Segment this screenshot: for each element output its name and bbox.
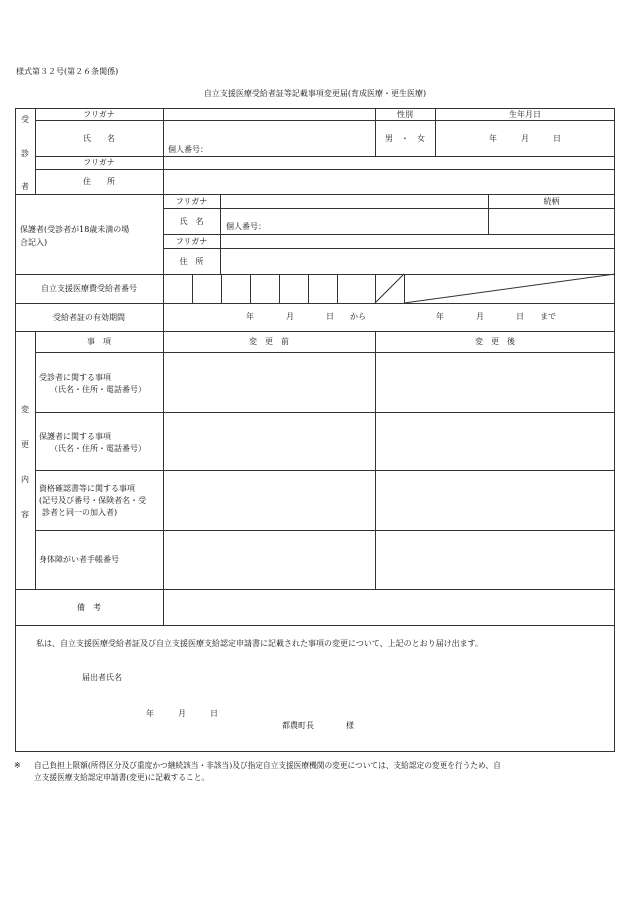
sex-value[interactable]: 男 ・ 女 bbox=[385, 133, 425, 143]
patient-name-label: 氏 名 bbox=[83, 133, 115, 143]
change-item-insurance-line2: (記号及び番号・保険者名・受 bbox=[39, 496, 147, 505]
validity-from[interactable]: 年 月 日 から bbox=[246, 312, 366, 321]
declaration-date[interactable]: 年 月 日 bbox=[146, 709, 218, 718]
validity-label: 受給者証の有効期間 bbox=[53, 312, 125, 322]
patient-change-before-field[interactable] bbox=[164, 353, 374, 411]
change-item-patient-line1: 受診者に関する事項 bbox=[39, 373, 111, 382]
insurance-change-after-field[interactable] bbox=[376, 471, 614, 529]
insurance-change-before-field[interactable] bbox=[164, 471, 374, 529]
patient-change-after-field[interactable] bbox=[376, 353, 614, 411]
form-title: 自立支援医療受給者証等記載事項変更届(育成医療・更生医療) bbox=[203, 89, 427, 98]
dob-value[interactable]: 年 月 日 bbox=[489, 133, 561, 143]
remarks-field[interactable] bbox=[164, 590, 614, 624]
guardian-furigana-label: フリガナ bbox=[175, 196, 208, 206]
guardian-furigana-label-2: フリガナ bbox=[175, 236, 208, 246]
change-item-guardian-line2: （氏名・住所・電話番号） bbox=[50, 444, 146, 453]
disability-change-before-field[interactable] bbox=[164, 531, 374, 588]
note-line1: 自己負担上限額(所得区分及び重度かつ継続該当・非該当)及び指定自立支援医療機関の変更については、支給認定の変更を行うため、自 bbox=[34, 761, 501, 770]
addressee: 都農町長 様 bbox=[282, 721, 354, 730]
remarks-label: 備 考 bbox=[77, 602, 101, 612]
note-mark: ※ bbox=[14, 761, 21, 770]
applicant-name-field[interactable] bbox=[140, 668, 440, 684]
guardian-label-line2: 合記入) bbox=[20, 238, 48, 247]
change-item-guardian-line1: 保護者に関する事項 bbox=[39, 432, 111, 441]
guardian-my-number-label: 個人番号： bbox=[226, 222, 266, 231]
change-item-patient-line2: （氏名・住所・電話番号） bbox=[50, 385, 146, 394]
patient-furigana-label-2: フリガナ bbox=[83, 158, 115, 167]
disability-change-after-field[interactable] bbox=[376, 531, 614, 588]
changes-section-label: 変 更 内 容 bbox=[21, 405, 29, 519]
note-line2: 立支援医療支給認定申請書(変更)に記載すること。 bbox=[34, 773, 210, 782]
col-item-header: 事 項 bbox=[87, 337, 111, 346]
patient-section-label: 受 診 者 bbox=[21, 115, 29, 191]
recipient-number-field[interactable] bbox=[164, 275, 374, 302]
applicant-label: 届出者氏名 bbox=[82, 673, 122, 682]
sex-header: 性別 bbox=[397, 109, 413, 119]
recipient-number-label: 自立支援医療費受給者番号 bbox=[41, 284, 137, 293]
guardian-label-line1: 保護者(受診者が18歳未満の場 bbox=[20, 225, 130, 234]
guardian-name-label: 氏 名 bbox=[179, 216, 204, 226]
validity-to[interactable]: 年 月 日 まで bbox=[436, 312, 556, 321]
guardian-change-after-field[interactable] bbox=[376, 413, 614, 469]
col-before-header: 変 更 前 bbox=[249, 337, 289, 346]
change-item-disability-book: 身体障がい者手帳番号 bbox=[39, 555, 119, 564]
relation-header: 続柄 bbox=[543, 196, 560, 206]
declaration-statement: 私は、自立支援医療受給者証及び自立支援医療支給認定申請書に記載された事項の変更について、上記のとおり届け出ます。 bbox=[36, 639, 484, 648]
col-after-header: 変 更 後 bbox=[475, 337, 515, 346]
change-item-insurance-line1: 資格確認書等に関する事項 bbox=[39, 484, 135, 493]
form-number: 様式第３２号(第２６条関係) bbox=[16, 67, 119, 76]
guardian-address-label: 住 所 bbox=[179, 256, 204, 266]
patient-furigana-label: フリガナ bbox=[83, 109, 115, 119]
guardian-change-before-field[interactable] bbox=[164, 413, 374, 469]
dob-header: 生年月日 bbox=[509, 109, 541, 119]
change-item-insurance-line3: 診者と同一の加入者) bbox=[42, 508, 118, 517]
patient-address-label: 住 所 bbox=[83, 177, 115, 186]
patient-my-number-label: 個人番号： bbox=[168, 145, 208, 154]
